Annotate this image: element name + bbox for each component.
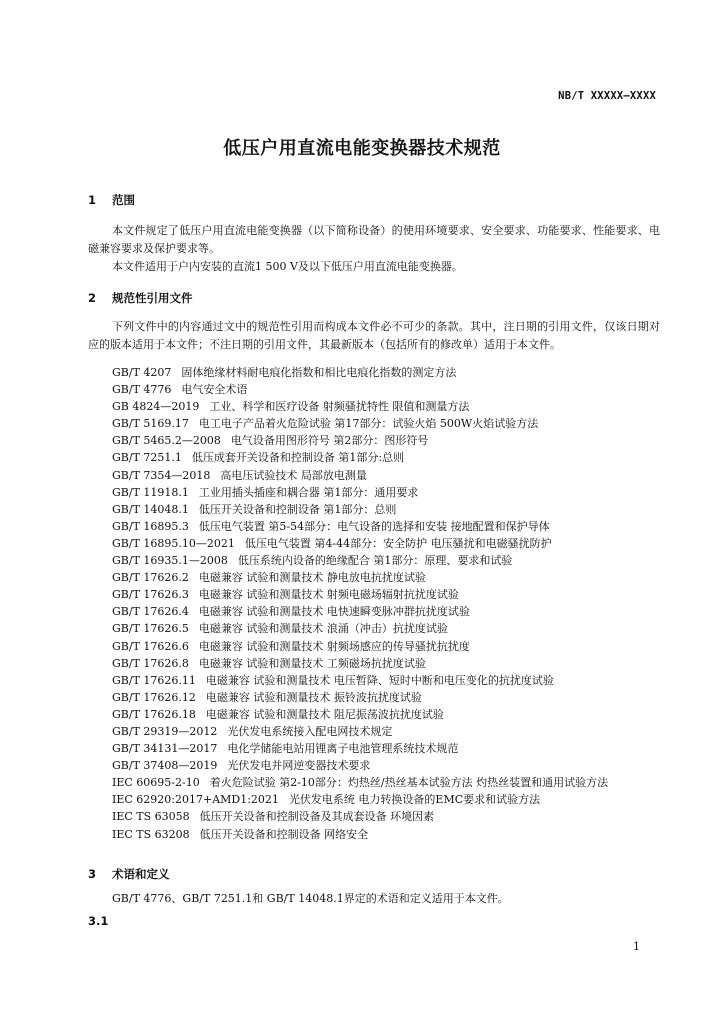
reference-item (88, 672, 660, 689)
reference-title: 工业、科学和医疗设备 射频骚扰特性 限值和测量方法 (209, 400, 470, 414)
section-heading-scope (88, 192, 135, 208)
reference-item (88, 467, 660, 484)
reference-item (88, 723, 660, 740)
reference-code: GB/T 16895.10—2021 (112, 536, 235, 550)
reference-code: GB/T 7251.1 (112, 451, 182, 465)
reference-item (88, 449, 660, 466)
reference-code: GB/T 37408—2019 (112, 759, 218, 773)
reference-code: GB/T 7354—2018 (112, 468, 211, 482)
reference-title: 电磁兼容 试验和测量技术 阻尼振荡波抗扰度试验 (205, 707, 444, 721)
reference-title: 高电压试验技术 局部放电测量 (220, 468, 367, 482)
reference-item (88, 415, 660, 432)
reference-title: 光伏发电并网逆变器技术要求 (227, 759, 371, 773)
reference-code: GB/T 11918.1 (112, 485, 189, 499)
reference-title: 固体绝缘材料耐电痕化指数和相比电痕化指数的测定方法 (181, 366, 457, 379)
reference-item (88, 432, 660, 449)
reference-title: 低压成套开关设备和控制设备 第1部分:总则 (191, 451, 405, 465)
reference-code: GB/T 4776 (112, 383, 172, 397)
reference-code: GB/T 16895.3 (112, 519, 189, 533)
reference-item (88, 706, 660, 723)
reference-code: IEC 60695-2-10 (112, 776, 200, 790)
reference-code: GB/T 17626.11 (112, 673, 196, 687)
reference-code: GB 4824—2019 (112, 400, 200, 414)
reference-title: 光伏发电系统接入配电网技术规定 (227, 724, 393, 738)
reference-item (88, 398, 660, 415)
reference-item (88, 569, 660, 586)
reference-list (88, 364, 660, 843)
reference-item (88, 740, 660, 757)
reference-title: 低压系统内设备的绝缘配合 第1部分：原理、要求和试验 (237, 554, 513, 568)
reference-title: 低压开关设备和控制设备及其成套设备 环境因素 (199, 810, 435, 824)
reference-item (88, 364, 660, 381)
reference-title: 电磁兼容 试验和测量技术 振铃波抗扰度试验 (205, 690, 422, 704)
reference-item (88, 791, 660, 808)
reference-item (88, 381, 660, 398)
reference-title: 低压电气装置 第4-44部分：安全防护 电压骚扰和电磁骚扰防护 (244, 536, 552, 550)
reference-code: IEC TS 63208 (112, 827, 190, 841)
reference-item (88, 535, 660, 552)
normative-intro: 下列文件中的内容通过文中的规范性引用而构成本文件必不可少的条款。其中，注日期的引用文件，仅该日期对应的版本适用于本文件；不注日期的引用文件，其最新版本（包括所有的修改单）适用于本文件。 (88, 320, 660, 351)
clause-number: 3.1 (88, 914, 109, 928)
section-number: 3 (88, 867, 97, 881)
reference-code: GB/T 17626.2 (112, 571, 189, 585)
reference-code: GB/T 17626.18 (112, 707, 196, 721)
reference-item (88, 757, 660, 774)
section-heading-normative (88, 290, 193, 306)
reference-item (88, 808, 660, 825)
reference-item (88, 774, 660, 791)
section-title: 术语和定义 (112, 867, 170, 881)
reference-code: GB/T 29319—2012 (112, 724, 218, 738)
section-number: 2 (88, 291, 97, 305)
reference-title: 电磁兼容 试验和测量技术 射频场感应的传导骚扰抗扰度 (198, 639, 470, 653)
reference-item (88, 552, 660, 569)
reference-title: 电工电子产品着火危险试验 第17部分：试验火焰 500W火焰试验方法 (198, 417, 539, 431)
reference-title: 电磁兼容 试验和测量技术 静电放电抗扰度试验 (198, 571, 426, 585)
reference-title: 电气设备用图形符号 第2部分：图形符号 (230, 434, 429, 448)
section-heading-terms (88, 866, 170, 882)
reference-item (88, 484, 660, 501)
reference-item (88, 689, 660, 706)
page-number: 1 (633, 940, 640, 953)
reference-title: 电磁兼容 试验和测量技术 工频磁场抗扰度试验 (198, 656, 426, 670)
reference-item (88, 620, 660, 637)
reference-title: 电磁兼容 试验和测量技术 浪涌（冲击）抗扰度试验 (198, 622, 448, 636)
reference-item (88, 586, 660, 603)
reference-title: 低压电气装置 第5-54部分：电气设备的选择和安装 接地配置和保护导体 (198, 519, 550, 533)
reference-title: 电气安全术语 (181, 383, 248, 397)
reference-title: 工业用插头插座和耦合器 第1部分：通用要求 (198, 485, 419, 499)
reference-item (88, 655, 660, 672)
reference-title: 低压开关设备和控制设备 第1部分：总则 (198, 502, 397, 516)
section-title: 范围 (112, 193, 136, 207)
section-number: 1 (88, 193, 97, 207)
reference-title: 电磁兼容 试验和测量技术 电快速瞬变脉冲群抗扰度试验 (198, 605, 470, 619)
reference-code: GB/T 17626.5 (112, 622, 189, 636)
reference-item (88, 518, 660, 535)
reference-code: GB/T 17626.3 (112, 588, 189, 602)
reference-item (88, 501, 660, 518)
reference-title: 着火危险试验 第2-10部分：灼热丝/热丝基本试验方法 灼热丝装置和通用试验方法 (209, 776, 609, 790)
reference-item (88, 603, 660, 620)
reference-title: 电磁兼容 试验和测量技术 射频电磁场辐射抗扰度试验 (198, 588, 459, 602)
scope-paragraph-2: 本文件适用于户内安装的直流1 500 V及以下低压户用直流电能变换器。 (112, 260, 463, 273)
reference-title: 低压开关设备和控制设备 网络安全 (199, 827, 369, 841)
reference-code: GB/T 5465.2—2008 (112, 434, 221, 448)
reference-code: GB/T 17626.8 (112, 656, 189, 670)
reference-title: 电化学储能电站用锂离子电池管理系统技术规范 (227, 742, 459, 756)
reference-code: GB/T 4207 (112, 366, 172, 379)
reference-code: GB/T 34131—2017 (112, 742, 218, 756)
reference-item (88, 638, 660, 655)
document-title: 低压户用直流电能变换器技术规范 (223, 138, 501, 159)
scope-paragraph-1: 本文件规定了低压户用直流电能变换器（以下简称设备）的使用环境要求、安全要求、功能要求、性能要求、电磁兼容要求及保护要求等。 (88, 224, 660, 255)
section-title: 规范性引用文件 (112, 291, 193, 305)
reference-title: 光伏发电系统 电力转换设备的EMC要求和试验方法 (288, 793, 541, 807)
reference-code: GB/T 17626.6 (112, 639, 189, 653)
reference-code: GB/T 14048.1 (112, 502, 189, 516)
reference-code: GB/T 17626.12 (112, 690, 196, 704)
standard-code: NB/T XXXXX—XXXX (558, 90, 656, 102)
reference-code: GB/T 17626.4 (112, 605, 189, 619)
reference-item (88, 826, 660, 843)
reference-code: GB/T 5169.17 (112, 417, 189, 431)
terms-paragraph: GB/T 4776、GB/T 7251.1和 GB/T 14048.1界定的术语和定义适用于本文件。 (112, 892, 509, 905)
reference-code: IEC 62920:2017+AMD1:2021 (112, 793, 279, 807)
reference-title: 电磁兼容 试验和测量技术 电压暂降、短时中断和电压变化的抗扰度试验 (205, 673, 554, 687)
reference-code: GB/T 16935.1—2008 (112, 554, 228, 568)
reference-code: IEC TS 63058 (112, 810, 190, 824)
